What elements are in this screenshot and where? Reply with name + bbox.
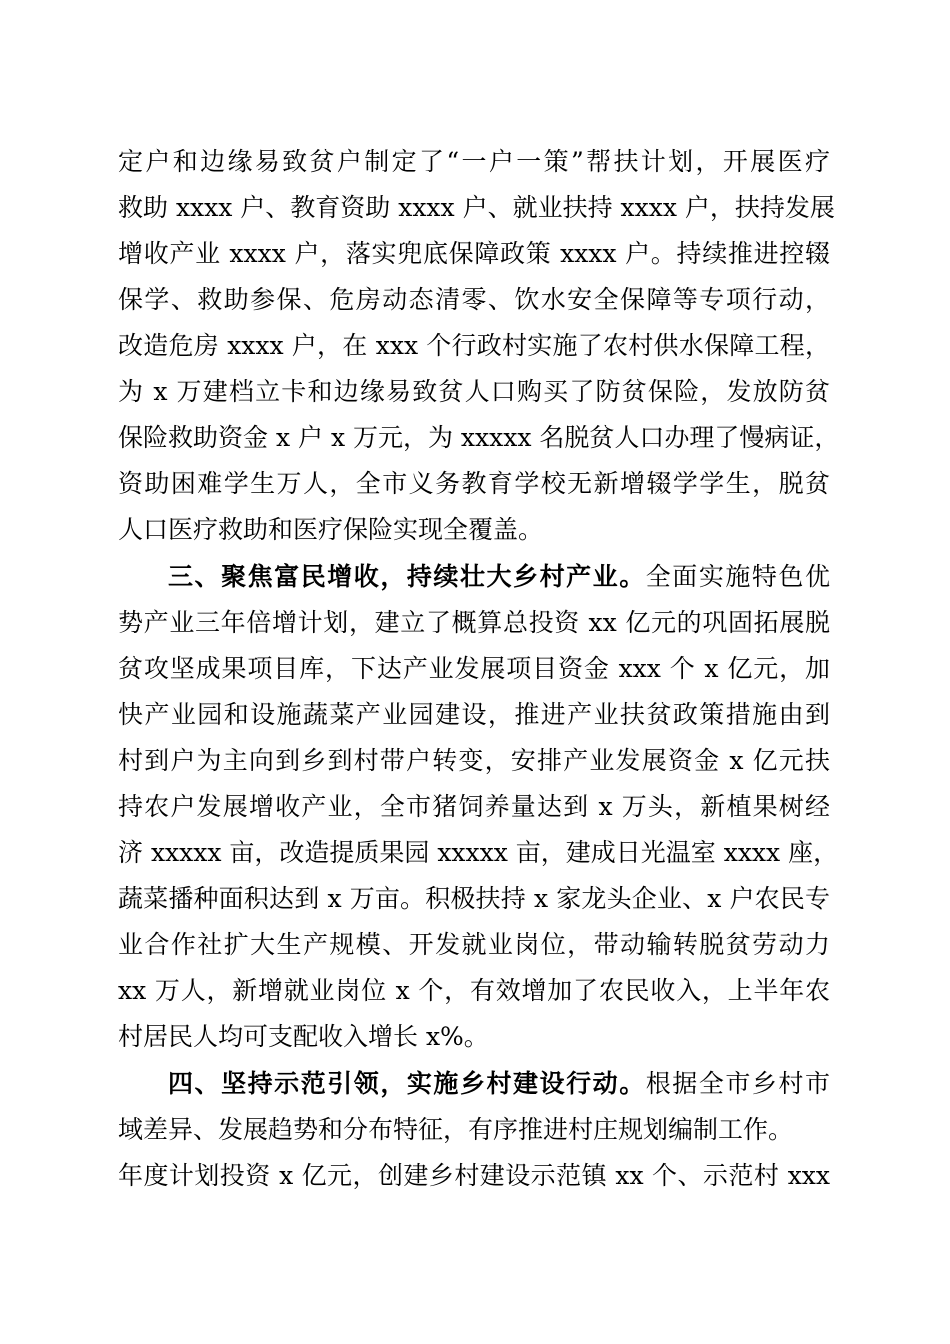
text-line: 为 x 万建档立卡和边缘易致贫人口购买了防贫保险，发放防贫 bbox=[118, 377, 830, 406]
text-line: 定户和边缘易致贫户制定了“一户一策”帮扶计划，开展医疗 bbox=[118, 147, 830, 176]
section-4-first-line-rest: 根据全市乡村市 bbox=[645, 1069, 830, 1098]
text-line: 保险救助资金 x 户 x 万元，为 xxxxx 名脱贫人口办理了慢病证， bbox=[118, 423, 840, 452]
text-line: 村居民人均可支配收入增长 x%。 bbox=[118, 1022, 489, 1051]
text-line: 贫攻坚成果项目库，下达产业发展项目资金 xxx 个 x 亿元，加 bbox=[118, 654, 830, 683]
text-line: 救助 xxxx 户、教育资助 xxxx 户、就业扶持 xxxx 户，扶持发展 bbox=[118, 193, 835, 222]
text-line: 保学、救助参保、危房动态清零、饮水安全保障等专项行动， bbox=[118, 285, 830, 314]
text-line: 村到户为主向到乡到村带户转变，安排产业发展资金 x 亿元扶 bbox=[118, 746, 830, 775]
text-line: 持农户发展增收产业，全市猪饲养量达到 x 万头，新植果树经 bbox=[118, 792, 830, 821]
text-line: 改造危房 xxxx 户，在 xxx 个行政村实施了农村供水保障工程， bbox=[118, 331, 830, 360]
section-3-first-line bbox=[168, 555, 830, 599]
text-line: 势产业三年倍增计划，建立了概算总投资 xx 亿元的巩固拓展脱 bbox=[118, 608, 830, 637]
section-4-first-line bbox=[168, 1062, 830, 1106]
text-line: 人口医疗救助和医疗保险实现全覆盖。 bbox=[118, 515, 544, 544]
text-line: 资助困难学生万人，全市义务教育学校无新增辍学学生，脱贫 bbox=[118, 469, 830, 498]
text-line: 蔬菜播种面积达到 x 万亩。积极扶持 x 家龙头企业、x 户农民专 bbox=[118, 884, 830, 913]
section-4-heading: 四、坚持示范引领，实施乡村建设行动。 bbox=[168, 1069, 646, 1098]
text-line: 业合作社扩大生产规模、开发就业岗位，带动输转脱贫劳动力 bbox=[118, 930, 830, 959]
section-3-heading: 三、聚焦富民增收，持续壮大乡村产业。 bbox=[168, 562, 646, 591]
text-line: 年度计划投资 x 亿元，创建乡村建设示范镇 xx 个、示范村 xxx bbox=[118, 1161, 830, 1190]
section-3-first-line-rest: 全面实施特色优 bbox=[645, 562, 830, 591]
text-line: xx 万人，新增就业岗位 x 个，有效增加了农民收入，上半年农 bbox=[118, 976, 830, 1005]
text-line: 济 xxxxx 亩，改造提质果园 xxxxx 亩，建成日光温室 xxxx 座， bbox=[118, 838, 839, 867]
text-line: 快产业园和设施蔬菜产业园建设，推进产业扶贫政策措施由到 bbox=[118, 700, 830, 729]
text-line: 域差异、发展趋势和分布特征，有序推进村庄规划编制工作。 bbox=[118, 1115, 794, 1144]
text-line: 增收产业 xxxx 户，落实兜底保障政策 xxxx 户。持续推进控辍 bbox=[118, 239, 830, 268]
